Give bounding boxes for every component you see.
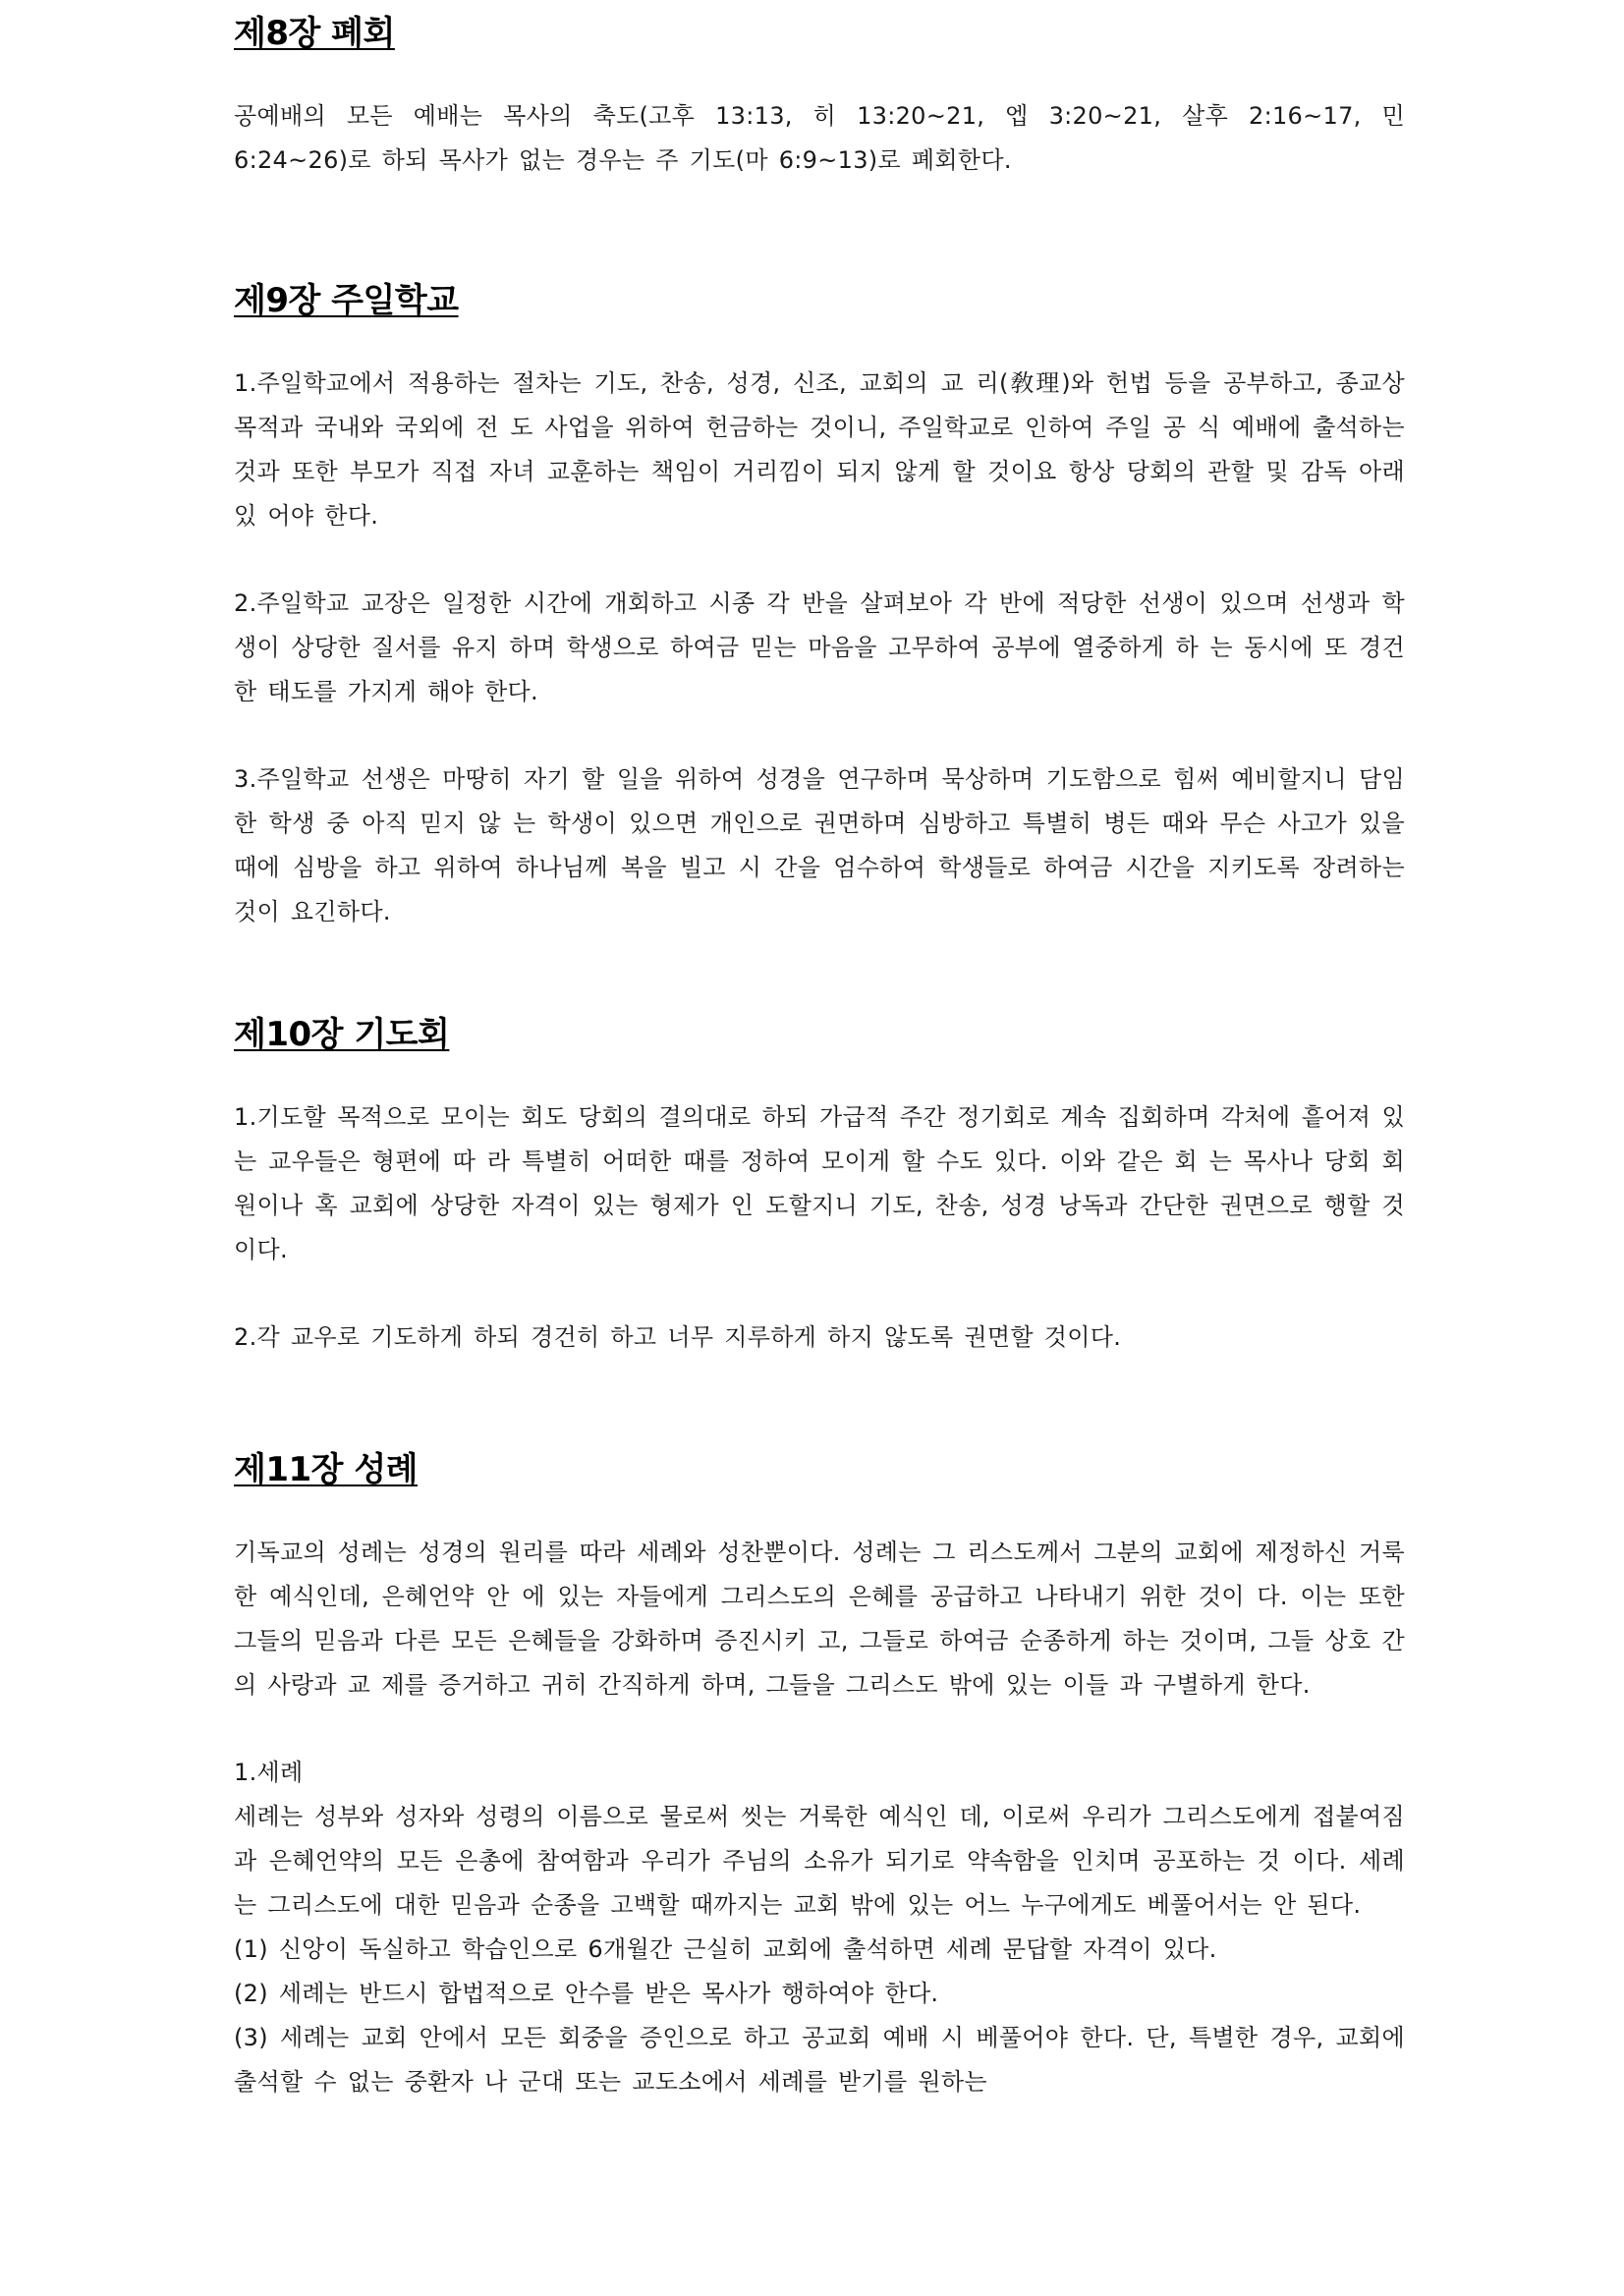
baptism-item-1: (1) 신앙이 독실하고 학습인으로 6개월간 근실히 교회에 출석하면 세례 문답할 자격이 있다.: [234, 1935, 1217, 1963]
document-page: [234, 0, 1405, 2104]
chapter-8-paragraph: 공예배의 모든 예배는 목사의 축도(고후 13:13, 히 13:20~21, 엡 3:20~21, 살후 2:16~17, 민 6:24~26)로 하되 목사가 없는 경우는 주 기도(마 6:9~13)로 폐회한다.: [234, 102, 1405, 174]
chapter-9-title: 제9장 주일학교: [234, 281, 459, 320]
baptism-item-3: (3) 세례는 교회 안에서 모든 회중을 증인으로 하고 공교회 예배 시 베풀어야 한다. 단, 특별한 경우, 교회에 출석할 수 없는 중환자 나 군대 또는 교도소에서 세례를 받기를 원하는: [234, 2024, 1405, 2096]
chapter-10-paragraph-2: 2.각 교우로 기도하게 하되 경건히 하고 너무 지루하게 하지 않도록 권면할 것이다.: [234, 1323, 1122, 1351]
chapter-9-paragraph-3: 3.주일학교 선생은 마땅히 자기 할 일을 위하여 성경을 연구하며 묵상하며 기도함으로 힘써 예비할지니 담임한 학생 중 아직 믿지 않 는 학생이 있으면 개인으로 권면하며 심방하고 특별히 병든 때와 무슨 사고가 있을 때에 심방을 하고 위하여 하나님께 복을 빌고 시 간을 엄수하여 학생들로 하여금 시간을 지키도록 장려하는 것이 요긴하다.: [234, 765, 1405, 925]
baptism-heading: 1.세례: [234, 1759, 304, 1786]
chapter-10-title: 제10장 기도회: [234, 1015, 450, 1054]
chapter-10-paragraph-1: 1.기도할 목적으로 모이는 회도 당회의 결의대로 하되 가급적 주간 정기회로 계속 집회하며 각처에 흩어져 있는 교우들은 형편에 따 라 특별히 어떠한 때를 정하여 모이게 할 수도 있다. 이와 같은 회 는 목사나 당회 회원이나 혹 교회에 상당한 자격이 있는 형제가 인 도할지니 기도, 찬송, 성경 낭독과 간단한 권면으로 행할 것이다.: [234, 1103, 1405, 1263]
chapter-9-paragraph-1: 1.주일학교에서 적용하는 절차는 기도, 찬송, 성경, 신조, 교회의 교 리(敎理)와 헌법 등을 공부하고, 종교상 목적과 국내와 국외에 전 도 사업을 위하여 헌금하는 것이니, 주일학교로 인하여 주일 공 식 예배에 출석하는 것과 또한 부모가 직접 자녀 교훈하는 책임이 거리낌이 되지 않게 할 것이요 항상 당회의 관할 및 감독 아래 있 어야 한다.: [234, 369, 1405, 530]
chapter-11-title: 제11장 성례: [234, 1450, 419, 1489]
baptism-body: 세례는 성부와 성자와 성령의 이름으로 물로써 씻는 거룩한 예식인 데, 이로써 우리가 그리스도에게 접붙여짐과 은혜언약의 모든 은총에 참여함과 우리가 주님의 소유가 되기로 약속함을 인치며 공포하는 것 이다. 세례는 그리스도에 대한 믿음과 순종을 고백할 때까지는 교회 밖에 있는 어느 누구에게도 베풀어서는 안 된다.: [234, 1803, 1406, 1919]
baptism-item-2: (2) 세례는 반드시 합법적으로 안수를 받은 목사가 행하여야 한다.: [234, 1980, 939, 2007]
chapter-8-title: 제8장 폐회: [234, 14, 395, 53]
chapter-11-paragraph-1: 기독교의 성례는 성경의 원리를 따라 세례와 성찬뿐이다. 성례는 그 리스도께서 그분의 교회에 제정하신 거룩한 예식인데, 은혜언약 안 에 있는 자들에게 그리스도의 은혜를 공급하고 나타내기 위한 것이 다. 이는 또한 그들의 믿음과 다른 모든 은혜들을 강화하며 증진시키 고, 그들로 하여금 순종하게 하는 것이며, 그들 상호 간의 사랑과 교 제를 증거하고 귀히 간직하게 하며, 그들을 그리스도 밖에 있는 이들 과 구별하게 한다.: [234, 1539, 1405, 1699]
chapter-9-paragraph-2: 2.주일학교 교장은 일정한 시간에 개회하고 시종 각 반을 살펴보아 각 반에 적당한 선생이 있으며 선생과 학생이 상당한 질서를 유지 하며 학생으로 하여금 믿는 마음을 고무하여 공부에 열중하게 하 는 동시에 또 경건한 태도를 가지게 해야 한다.: [234, 589, 1405, 705]
